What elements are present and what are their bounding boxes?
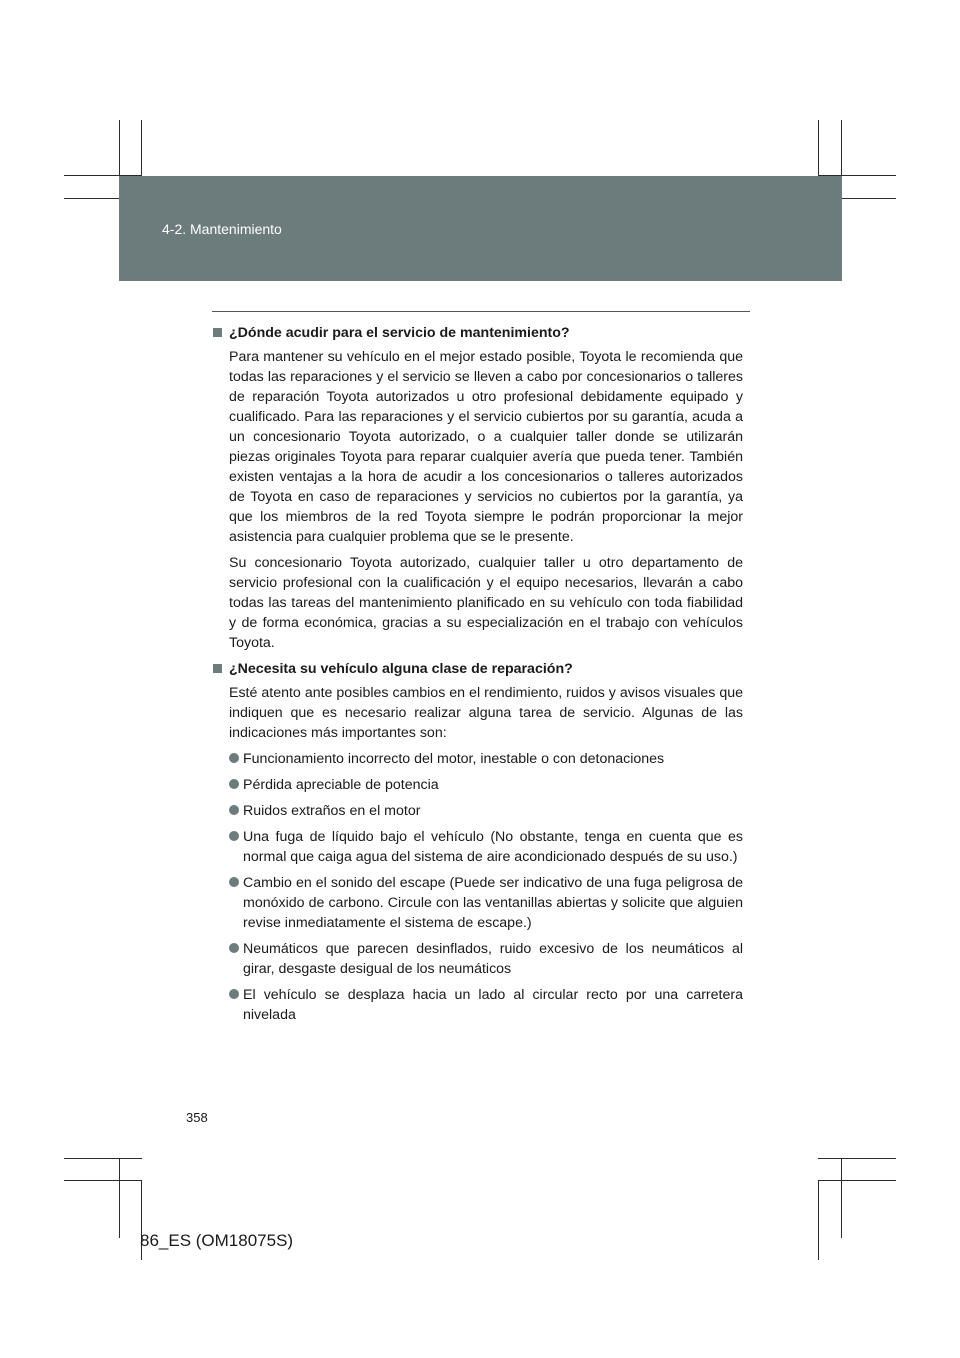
circle-bullet-icon <box>229 877 239 887</box>
circle-bullet-icon <box>229 989 239 999</box>
square-bullet-icon <box>213 664 222 673</box>
list-item-text: Neumáticos que parecen desinflados, ruido excesivo de los neumáticos al girar, desgaste desigual de los neumáticos <box>243 941 743 977</box>
square-bullet-icon <box>213 328 222 337</box>
crop-mark <box>818 1180 819 1260</box>
list-item-text: El vehículo se desplaza hacia un lado al circular recto por una carretera nivelada <box>243 987 743 1023</box>
manual-code: 86_ES (OM18075S) <box>140 1231 294 1250</box>
crop-mark <box>818 1180 896 1181</box>
list-item <box>229 939 743 979</box>
crop-mark <box>64 1180 142 1181</box>
list-item-text: Cambio en el sonido del escape (Puede ser indicativo de una fuga peligrosa de monóxido de carbono. Circule con las ventanillas abiertas y solicite que alguien revise inmediatamente el sistema de escape.) <box>243 875 743 931</box>
list-item-text: Funcionamiento incorrecto del motor, inestable o con detonaciones <box>243 751 665 767</box>
circle-bullet-icon <box>229 831 239 841</box>
page-content <box>212 323 743 1031</box>
list-item-text: Ruidos extraños en el motor <box>243 803 421 819</box>
section-heading <box>212 323 743 343</box>
top-rule <box>212 311 750 312</box>
list-item-text: Una fuga de líquido bajo el vehículo (No obstante, tenga en cuenta que es normal que caiga agua del sistema de aire acondicionado después de su uso.) <box>243 829 743 865</box>
list-item <box>229 749 743 769</box>
list-item <box>229 827 743 867</box>
circle-bullet-icon <box>229 779 239 789</box>
section-title: 4-2. Mantenimiento <box>162 221 282 237</box>
crop-mark <box>818 1158 896 1159</box>
section-heading <box>212 659 743 679</box>
circle-bullet-icon <box>229 805 239 815</box>
crop-mark <box>841 1158 842 1238</box>
list-item-text: Pérdida apreciable de potencia <box>243 777 439 793</box>
crop-mark <box>119 1158 120 1238</box>
page-number: 358 <box>186 1110 208 1125</box>
list-item <box>229 775 743 795</box>
heading-text: ¿Dónde acudir para el servicio de mantenimiento? <box>229 325 570 341</box>
heading-text: ¿Necesita su vehículo alguna clase de reparación? <box>229 661 573 677</box>
paragraph: Esté atento ante posibles cambios en el rendimiento, ruidos y avisos visuales que indiquen que es necesario realizar alguna tarea de servicio. Algunas de las indicaciones más importantes son: <box>229 685 743 741</box>
circle-bullet-icon <box>229 753 239 763</box>
paragraph: Su concesionario Toyota autorizado, cualquier taller u otro departamento de servicio profesional con la cualificación y el equipo necesarios, llevarán a cabo todas las tareas del mantenimiento planificado en su vehículo con toda fiabilidad y de forma económica, gracias a su especialización en el trabajo con vehículos Toyota. <box>229 555 743 651</box>
list-item <box>229 801 743 821</box>
paragraph: Para mantener su vehículo en el mejor estado posible, Toyota le recomienda que todas las reparaciones y el servicio se lleven a cabo por concesionarios o talleres de reparación Toyota autorizados u otro profesional debidamente equipado y cualificado. Para las reparaciones y el servicio cubiertos por su garantía, acuda a un concesionario Toyota autorizado, o a cualquier taller donde se utilizarán piezas originales Toyota para reparar cualquier avería que pueda tener. También existen ventajas a la hora de acudir a los concesionarios o talleres autorizados de Toyota en caso de reparaciones y servicios no cubiertos por la garantía, ya que los miembros de la red Toyota siempre le podrán proporcionar la mejor asistencia para cualquier problema que se le presente. <box>229 349 743 545</box>
circle-bullet-icon <box>229 943 239 953</box>
list-item <box>229 873 743 933</box>
indication-list <box>229 749 743 1025</box>
list-item <box>229 985 743 1025</box>
crop-mark <box>64 1158 142 1159</box>
